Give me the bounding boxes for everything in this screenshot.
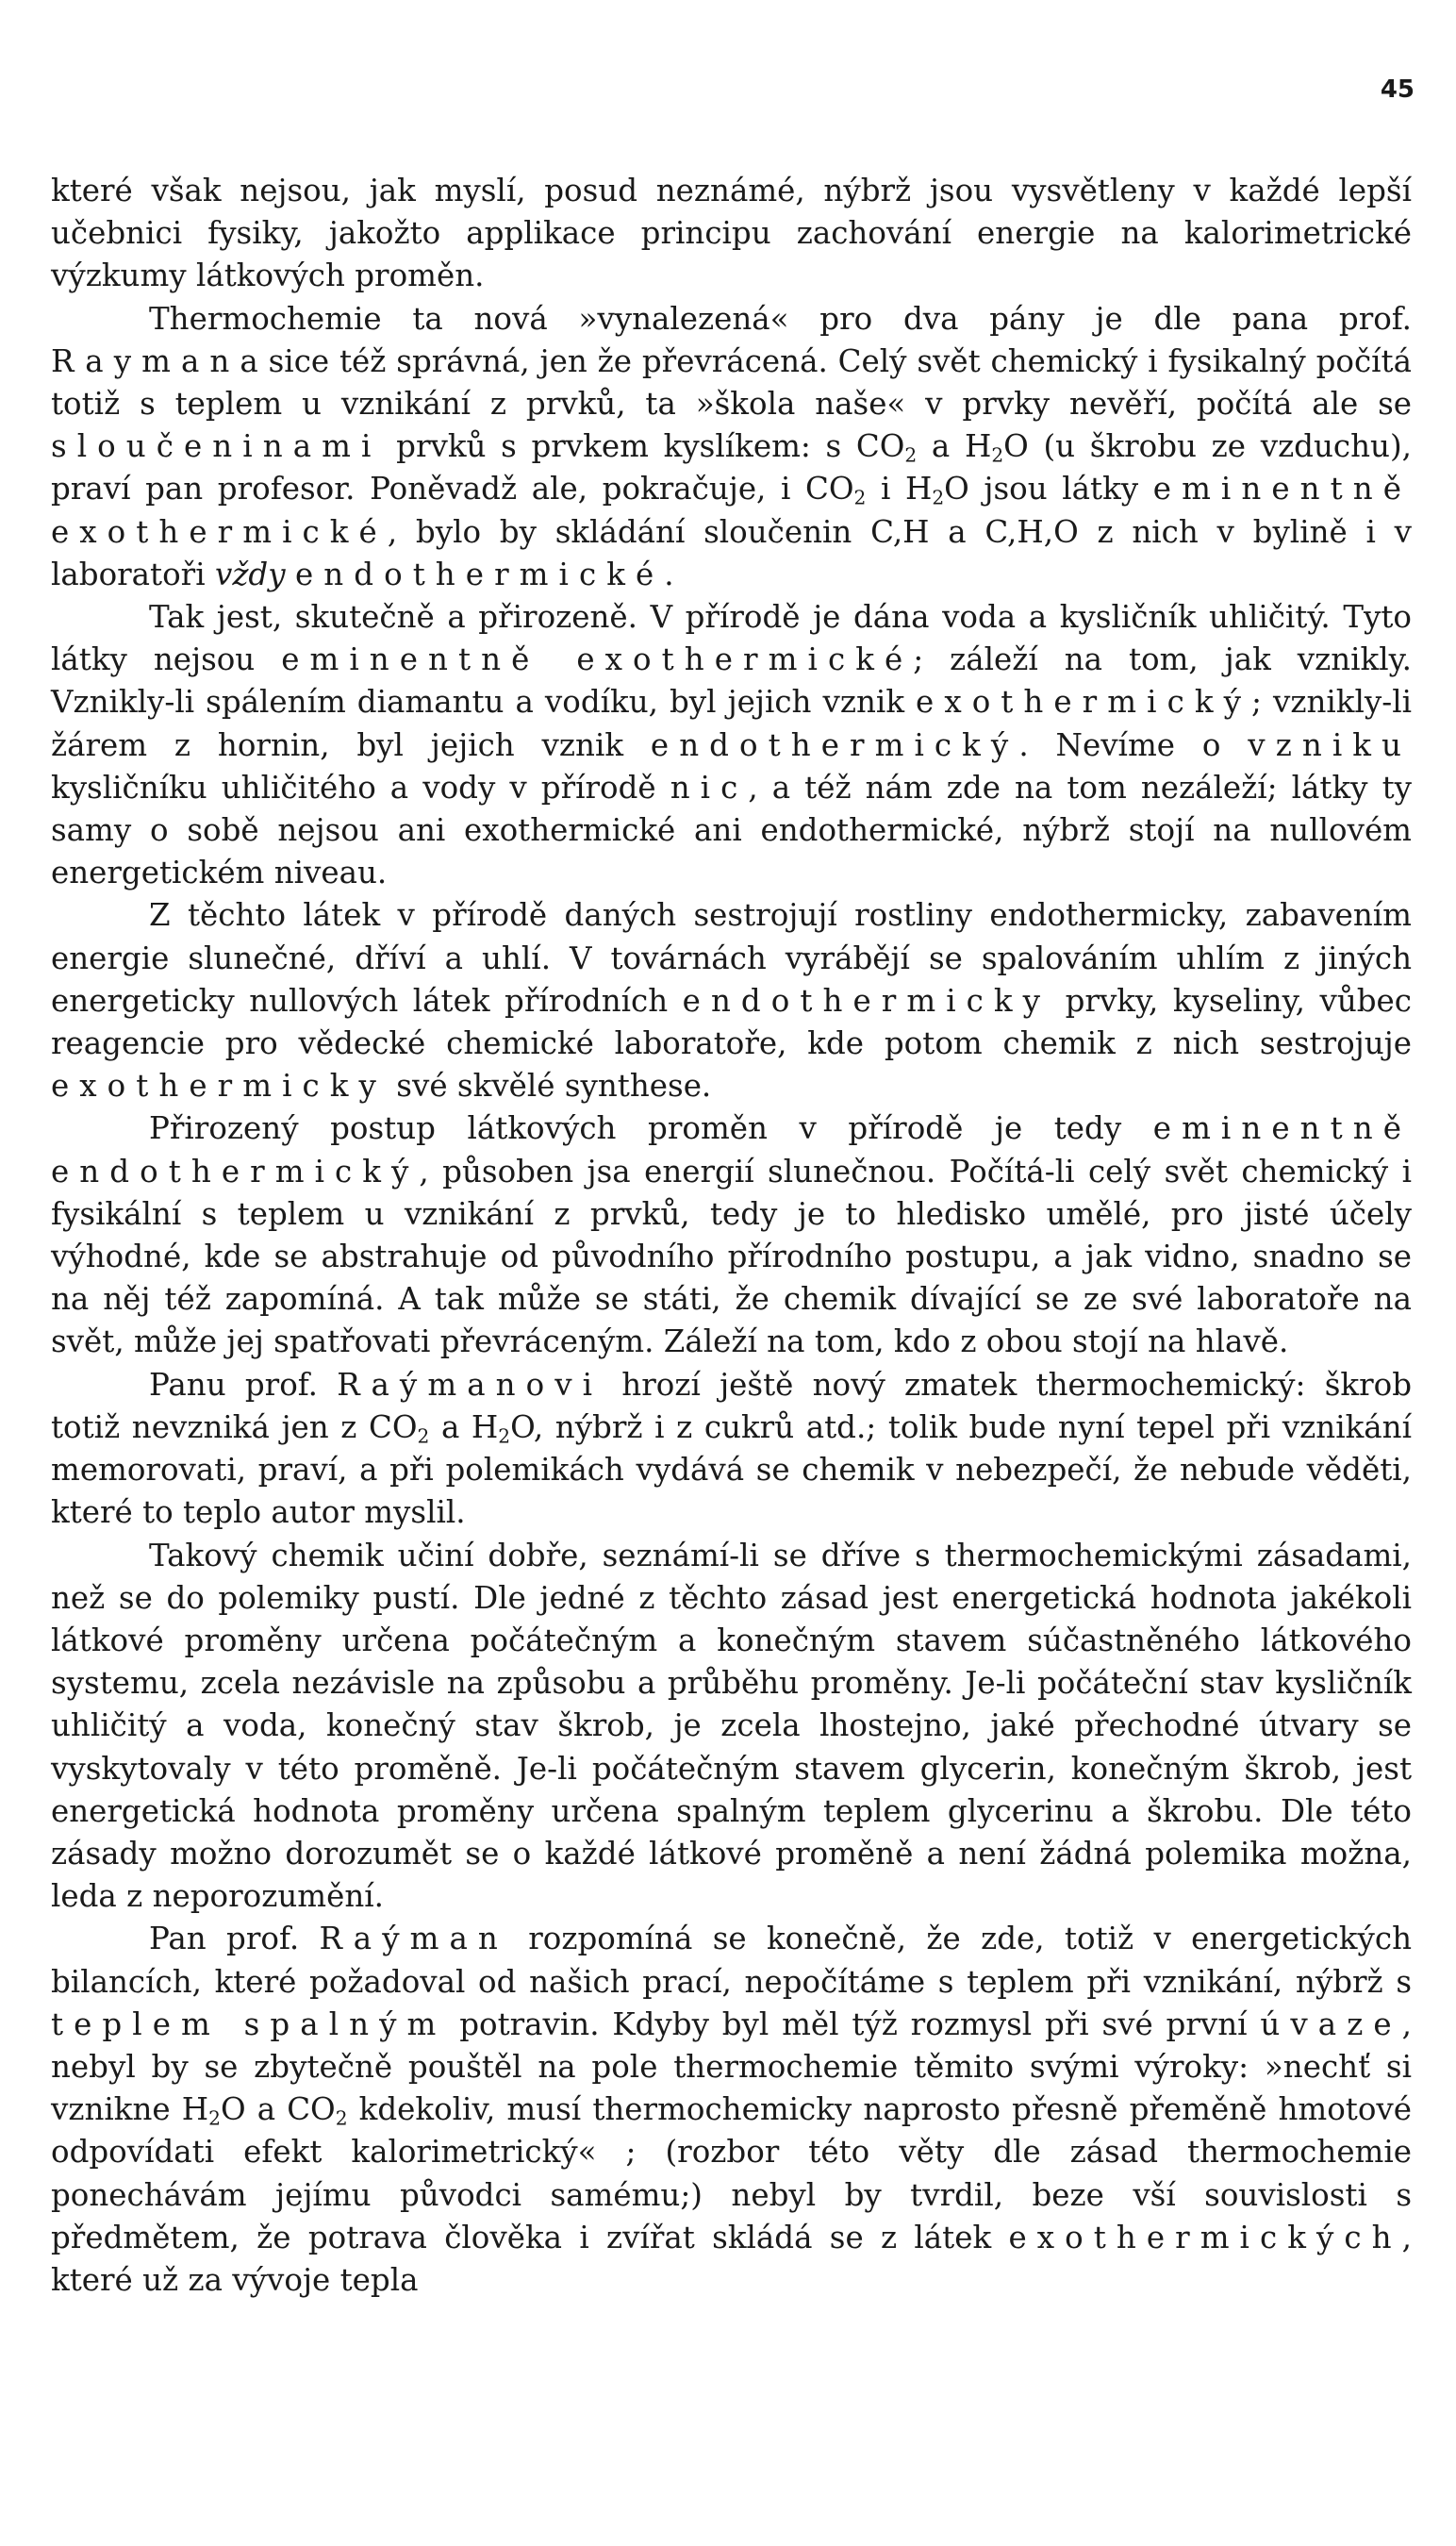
text-run: Thermochemie ta nová »vynalezená« pro dva pány je dle pana prof. [149,300,1412,337]
subscript: 2 [904,443,918,467]
text-run: , nebyl by se zbytečně pouštěl na pole thermochemie těmito svými výroky: »nechť si vznikne H [51,2005,1412,2128]
text-run: Z těchto látek v přírodě daných sestrojují rostliny endothermicky, zabavením energie slunečné, dříví a uhlí. V továrnách vyrábějí se spalováním uhlím z jiných energeticky nullových látek přírodních [51,897,1412,1019]
spaced-emphasis: úvaze [1260,2005,1402,2042]
text-run: ; záleží na tom, jak vznikly. Vznikly-li spálením diamantu a vodíku, byl jejich vznik [51,641,1413,721]
text-run: . Nevíme o [1018,726,1249,763]
italic-text: vždy [214,556,286,592]
subscript: 2 [208,2106,221,2130]
text-run: , působen jsa energií slunečnou. Počítá-li celý svět chemický i fysikální s teplem u vznikání z prvků, tedy je to hledisko umělé, pro jisté účely výhodné, kde se abstrahuje od původního přírodního postupu, a jak vidno, snadno se na něj též zapomíná. A tak může se státi, že chemik dívající se ze své laboratoře na svět, může jej spatřovati převráceným. Záleží na tom, kdo z obou stojí na hlavě. [51,1153,1412,1360]
subscript: 2 [417,1424,430,1448]
text-run: potravin. Kdyby byl měl týž rozmysl při své první [446,2005,1261,2042]
text-run: O, nýbrž i z cukrů atd.; tolik bude nyní tepel při vznikání memorovati, praví, a při polemikách vydává se chemik v nebezpečí, že nebude věděti, které to teplo autor myslil. [51,1408,1412,1531]
text-run: O jsou látky [944,471,1153,508]
spaced-emphasis: Rayman [51,342,240,379]
text-run [286,557,295,592]
text-run: , a též nám zde na tom nezáleží; látky ty samy o sobě nejsou ani exothermické ani endothermické, nýbrž stojí na nullovém energetickém niveau. [51,769,1412,891]
spaced-emphasis: eminentně exothermické [281,641,914,678]
text-run: Přirozený postup látkových proměn v přírodě je tedy [149,1110,1153,1147]
subscript: 2 [853,487,867,510]
spaced-emphasis: vzniku [1248,726,1413,763]
text-run: Tak jest, skutečně a přirozeně. V přírodě je dána voda a kysličník uhličitý. Tyto látky nejsou [51,599,1412,678]
text-run: . [664,556,674,592]
paragraph-3 [51,596,1412,894]
text-run: prvky, kyseliny, vůbec reagencie pro vědecké chemické laboratoře, kde potom chemik z nich sestrojuje [51,982,1412,1062]
spaced-emphasis: nic [670,769,749,806]
paragraph-8 [51,1918,1412,2302]
subscript: 2 [498,1424,511,1448]
paragraph-5 [51,1107,1412,1363]
spaced-emphasis: eminentně endothermický [51,1110,1412,1190]
text-run: ; vznikly-li žárem z hornin, byl jejich vznik [51,684,1412,763]
spaced-emphasis: exothermický [916,684,1251,721]
text-run: Panu prof. [149,1366,338,1403]
text-run: O a CO [220,2091,336,2128]
spaced-emphasis: exothermických [1008,2219,1402,2255]
text-run: kysličníku uhličitého a vody v přírodě [51,769,670,806]
text-run: i H [866,471,933,508]
spaced-emphasis: endothermický [650,726,1019,763]
paragraph-7 [51,1535,1412,1919]
spaced-emphasis: teplem spalným [51,2005,447,2042]
text-run: kdekoliv, musí thermochemicky naprosto přesně přeměně hmotové odpovídati efekt kalorimetrický« ; (rozbor této věty dle zásad thermochemie ponechávám jejímu původci samému;) nebyl by tvrdil, beze vší souvislosti s předmětem, že potrava člověka i zvířat skládá se z látek [51,2091,1413,2255]
paragraph-2 [51,298,1412,596]
page-number: 45 [1380,75,1415,104]
spaced-emphasis: endothermické [294,556,665,592]
subscript: 2 [335,2106,348,2130]
spaced-emphasis: sloučeninami [51,428,382,465]
text-run: které však nejsou, jak myslí, posud neznámé, nýbrž jsou vysvětleny v každé lepší učebnici fysiky, jakožto applikace principu zachování energie na kalorimetrické výzkumy látkových proměn. [51,173,1412,294]
body-text [51,170,1412,2302]
text-run: a H [917,428,992,465]
text-run: , které už za vývoje tepla [51,2219,1412,2298]
text-run: své skvělé synthese. [386,1068,712,1105]
subscript: 2 [991,443,1004,467]
text-run: O (u škrobu ze vzduchu), praví pan profesor. Poněvadž ale, pokračuje, i CO [51,428,1412,508]
text-run: rozpomíná se konečně, že zde, totiž v energetických bilancích, které požadoval od našich prací, nepočítáme s teplem při vznikání, nýbrž s [51,1921,1412,2000]
spaced-emphasis: endothermicky [682,982,1051,1019]
text-run: a sice též správná, jen že převrácená. Celý svět chemický i fysikalný počítá totiž s teplem u vznikání z prvků, ta »škola naše« v prvky nevěří, počítá ale se [51,342,1412,423]
spaced-emphasis: exothermicky [51,1068,387,1105]
text-run: , bylo by skládání sloučenin C,H a C,H,O z nich v bylině i v laboratoři [51,513,1412,592]
text-run: a H [429,1408,499,1445]
text-run: Takový chemik učiní dobře, seznámí-li se dříve s thermochemickými zásadami, než se do polemiky pustí. Dle jedné z těchto zásad jest energetická hodnota jakékoli látkové proměny určena počátečným a konečným stavem súčastněného látkového systemu, zcela nezávisle na způsobu a průběhu proměny. Je-li počáteční stav kysličník uhličitý a voda, konečný stav škrob, je zcela lhostejno, jaké přechodné útvary se vyskytovaly v této proměně. Je-li počátečným stavem glycerin, konečným škrob, jest energetická hodnota proměny určena spalným teplem glycerinu a škrobu. Dle této zásady možno dorozumět se o každé látkové proměně a není žádná polemika možna, leda z neporozumění. [51,1537,1412,1915]
spaced-emphasis: Raýmanovi [337,1366,604,1403]
spaced-emphasis: eminentně exothermické [51,471,1412,550]
text-run: Pan prof. [149,1921,320,1957]
spaced-emphasis: Raýman [319,1921,508,1957]
paragraph-1 [51,170,1412,298]
text-run: hrozí ještě nový zmatek thermochemický: škrob totiž nevzniká jen z CO [51,1366,1412,1445]
paragraph-4 [51,894,1412,1107]
subscript: 2 [932,487,945,510]
paragraph-6 [51,1364,1412,1535]
text-run: prvků s prvkem kyslíkem: s CO [381,428,905,465]
